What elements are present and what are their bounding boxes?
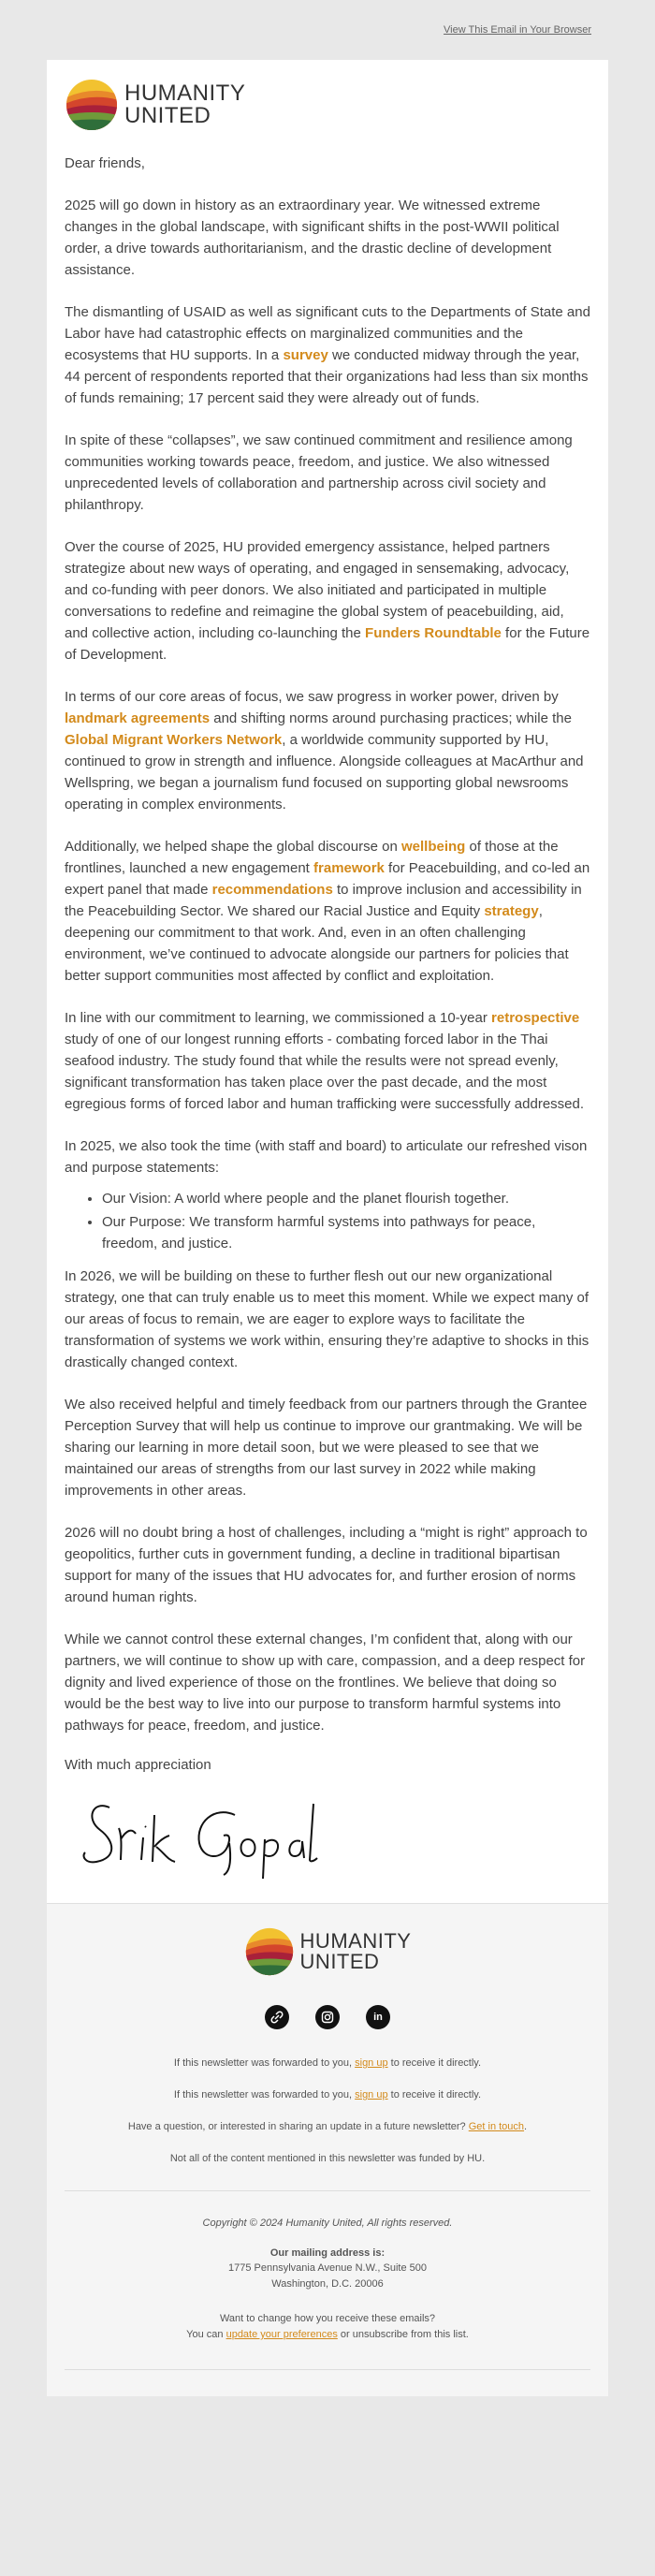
p6-text-b: of those at the frontlines, launched a new engagement — [65, 839, 559, 876]
recommendations-link[interactable]: recommendations — [211, 882, 333, 898]
footer-brand-logo[interactable] — [65, 1925, 590, 1979]
p7-text-a: In line with our commitment to learning, we commissioned a 10-year — [65, 1010, 492, 1026]
funding-note: Not all of the content mentioned in this newsletter was funded by HU. — [169, 2153, 486, 2164]
framework-link[interactable]: framework — [313, 860, 385, 876]
paragraph-3: In spite of these “collapses”, we saw continued commitment and resilience among communities working towards peace, freedom, and justice. We also witnessed unprecedented levels of collaboration and partnership across civil society and philanthropy. — [65, 432, 573, 513]
wellbeing-link[interactable]: wellbeing — [400, 839, 466, 855]
instagram-icon[interactable] — [315, 2005, 340, 2029]
brand-line1: HUMANITY — [124, 80, 246, 106]
p6-text-c: for Peacebuilding, and co-led an expert panel that made — [65, 860, 590, 898]
closing: With much appreciation — [65, 1757, 211, 1773]
signature — [65, 1781, 590, 1884]
p4-text-b: for the Future of Development. — [65, 625, 590, 663]
footer-brand-wordmark — [300, 1931, 412, 1972]
footer-divider — [65, 2190, 590, 2191]
question-text-b: . — [524, 2121, 528, 2132]
footer-divider-bottom — [65, 2369, 590, 2370]
vision-list — [102, 1188, 590, 1254]
brand-logo[interactable] — [65, 77, 590, 133]
brand-line2: UNITED — [124, 103, 211, 128]
footer — [47, 1903, 608, 2396]
survey-link[interactable]: survey — [283, 347, 328, 363]
p2-text-a: The dismantling of USAID as well as significant cuts to the Departments of State and Labor have had catastrophic effects on marginalized communities and the ecosystems that HU supports. In a — [65, 304, 590, 363]
footer-brand-line1: HUMANITY — [299, 1929, 412, 1953]
p6-text-d: to improve inclusion and accessibility in the Peacebuilding Sector. We shared our Racial Justice and Equity — [65, 882, 582, 919]
update-preferences-link[interactable]: update your preferences — [226, 2329, 338, 2340]
fwd2-text-b: to receive it directly. — [387, 2089, 482, 2100]
strategy-link[interactable]: strategy — [484, 903, 539, 919]
pref-text-a: You can — [186, 2329, 226, 2340]
change-prompt: Want to change how you receive these emails? — [219, 2313, 436, 2324]
paragraph-2 — [65, 301, 590, 409]
link-icon[interactable] — [265, 2005, 289, 2029]
sign-up-link-2[interactable]: sign up — [355, 2089, 388, 2100]
paragraph-10: We also received helpful and timely feedback from our partners through the Grantee Perception Survey that will help us continue to improve our grantmaking. We will be sharing our learning in more detail soon, but we were pleased to see that we maintained our areas of strengths from our last survey in 2022 while making improvements in other areas. — [65, 1397, 588, 1499]
sign-up-link-1[interactable]: sign up — [355, 2057, 388, 2069]
signature-icon — [65, 1781, 345, 1884]
view-in-browser-link[interactable]: View This Email in Your Browser — [444, 24, 591, 36]
paragraph-6 — [65, 836, 590, 987]
p6-text-a: Additionally, we helped shape the global discourse on — [65, 839, 401, 855]
p5-text-c: , a worldwide community supported by HU, continued to grow in strength and influence. Alongside colleagues at MacArthur and Wellspring, we began a journalism fund focused on supporting global newsrooms operating in complex environments. — [65, 732, 584, 812]
humanity-united-logo-icon — [65, 78, 119, 132]
email-card — [47, 60, 608, 1903]
get-in-touch-link[interactable]: Get in touch — [468, 2121, 525, 2132]
purpose-item: • Our Purpose: We transform harmful systems into pathways for peace, freedom, and justice. — [102, 1211, 590, 1254]
paragraph-8: In 2025, we also took the time (with staff and board) to articulate our refreshed vison and purpose statements: — [65, 1138, 588, 1176]
forwarded-note-1 — [65, 2057, 590, 2069]
humanity-united-logo-icon — [244, 1926, 295, 1977]
p7-text-b: study of one of our longest running efforts - combating forced labor in the Thai seafood industry. The study found that while the results were not spread evenly, significant transformation has taken place over the past decade, and the most egregious forms of forced labor and human trafficking were successfully addressed. — [65, 1032, 585, 1112]
p5-text-a: In terms of our core areas of focus, we saw progress in worker power, driven by — [65, 689, 559, 705]
question-note — [65, 2121, 590, 2132]
paragraph-11: 2026 will no doubt bring a host of challenges, including a “might is right” approach to geopolitics, further cuts in government funding, a decline in traditional bipartisan support for many of the issues that HU advocates for, and further erosion of norms around human rights. — [65, 1525, 588, 1605]
landmark-agreements-link[interactable]: landmark agreements — [65, 710, 211, 726]
p4-text-a: Over the course of 2025, HU provided emergency assistance, helped partners strategize about new ways of operating, and engaged in sensemaking, advocacy, and co-funding with peer donors. We also initiated and participated in multiple conversations to redefine and reimagine the global system of peacebuilding, aid, and collective action, including co-launching the — [65, 539, 570, 641]
social-links — [65, 2005, 590, 2029]
global-migrant-workers-link[interactable]: Global Migrant Workers Network — [65, 732, 283, 748]
forwarded-note-2 — [65, 2089, 590, 2100]
linkedin-icon[interactable]: in — [366, 2005, 390, 2029]
mailing-address-heading: Our mailing address is: — [269, 2247, 386, 2259]
address-line-2: Washington, D.C. 20006 — [271, 2278, 384, 2290]
footer-brand-line2: UNITED — [299, 1950, 380, 1973]
retrospective-link[interactable]: retrospective — [491, 1010, 580, 1026]
paragraph-5 — [65, 686, 590, 815]
p6-text-e: , deepening our commitment to that work. And, even in an often challenging environment, we’ve continued to advocate alongside our partners for policies that better support communities most affected by conflict and exploitation. — [65, 903, 569, 984]
funders-roundtable-link[interactable]: Funders Roundtable — [365, 625, 502, 641]
header-bar — [0, 0, 655, 60]
p2-text-b: we conducted midway through the year, 44 percent of respondents reported that their organizations had less than six months of funds remaining; 17 percent said they were already out of funds. — [65, 347, 589, 406]
p5-text-b: and shifting norms around purchasing practices; while the — [210, 710, 572, 726]
address-line-1: 1775 Pennsylvania Avenue N.W., Suite 500 — [228, 2262, 427, 2274]
vision-item: • Our Vision: A world where people and the planet flourish together. — [102, 1188, 590, 1209]
paragraph-7 — [65, 1007, 590, 1115]
fwd2-text-a: If this newsletter was forwarded to you, — [173, 2089, 356, 2100]
pref-text-b: or unsubscribe from this list. — [337, 2329, 469, 2340]
brand-wordmark — [124, 82, 245, 127]
paragraph-1: 2025 will go down in history as an extraordinary year. We witnessed extreme changes in the global landscape, with significant shifts in the post-WWII political order, a drive towards authoritarianism, and the drastic decline of development assistance. — [65, 198, 560, 278]
paragraph-4 — [65, 536, 590, 666]
preferences-line — [65, 2327, 590, 2343]
greeting: Dear friends, — [65, 155, 145, 171]
fwd1-text-a: If this newsletter was forwarded to you, — [173, 2057, 356, 2069]
paragraph-12: While we cannot control these external changes, I’m confident that, along with our partners, we will continue to show up with care, compassion, and a deep respect for dignity and lived experience of those on the frontlines. We believe that doing so would be the best way to live into our purpose to transform harmful systems into pathways for peace, freedom, and justice. — [65, 1632, 586, 1734]
copyright: Copyright © 2024 Humanity United, All rights reserved. — [202, 2217, 453, 2229]
paragraph-9: In 2026, we will be building on these to further flesh out our new organizational strategy, one that can truly enable us to meet this moment. While we expect many of our areas of focus to remain, we are eager to explore ways to facilitate the transformation of systems we work within, ensuring they’re adaptive to shocks in this drastically changed context. — [65, 1268, 590, 1370]
question-text-a: Have a question, or interested in sharing an update in a future newsletter? — [127, 2121, 469, 2132]
fwd1-text-b: to receive it directly. — [387, 2057, 482, 2069]
